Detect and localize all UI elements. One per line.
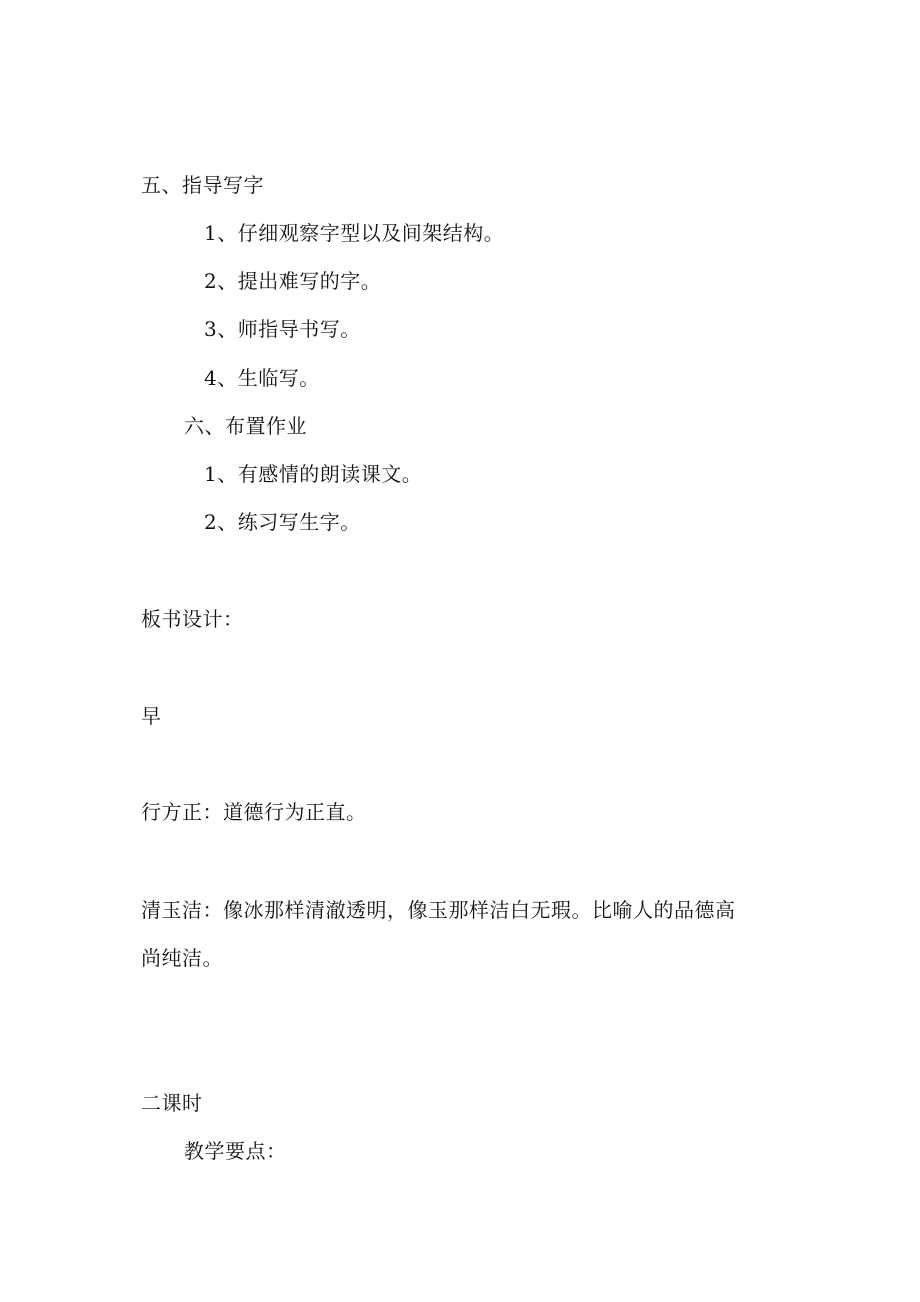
list-item: 2、练习写生字。: [204, 510, 361, 534]
section-heading-homework: 六、布置作业: [184, 414, 307, 438]
board-design-label: 板书设计：: [141, 607, 244, 631]
lesson-title: 二课时: [141, 1091, 203, 1115]
list-item: 2、提出难写的字。: [204, 269, 382, 293]
board-design-char: 早: [141, 704, 162, 728]
board-design-line: 行方正：道德行为正直。: [141, 800, 367, 824]
board-design-line-continued: 尚纯洁。: [141, 946, 223, 970]
section-heading-guide-writing: 五、指导写字: [141, 173, 264, 197]
board-design-line: 清玉洁：像冰那样清澈透明，像玉那样洁白无瑕。比喻人的品德高: [141, 898, 736, 922]
list-item: 1、有感情的朗读课文。: [204, 462, 423, 486]
key-points-label: 教学要点：: [184, 1139, 287, 1163]
list-item: 1、仔细观察字型以及间架结构。: [204, 221, 505, 245]
list-item: 3、师指导书写。: [204, 317, 361, 341]
list-item: 4、生临写。: [204, 366, 320, 390]
